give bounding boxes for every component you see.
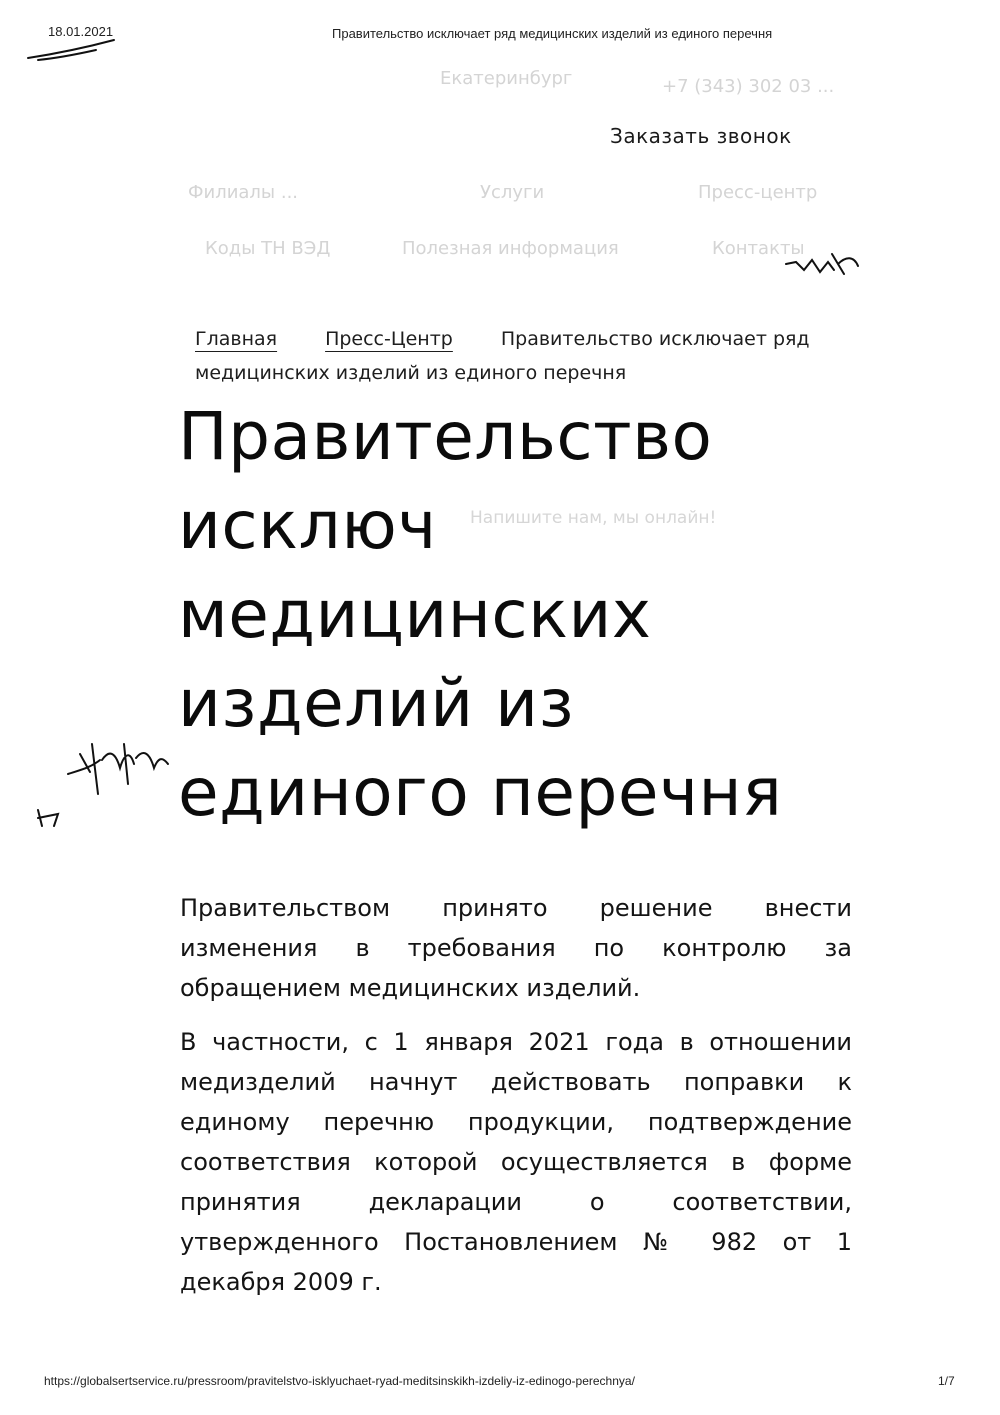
nav-item-hs-codes[interactable]: Коды ТН ВЭД — [205, 238, 331, 259]
chat-widget[interactable]: Напишите нам, мы онлайн! — [470, 508, 717, 528]
article-paragraph: В частности, с 1 января 2021 года в отношении медизделий начнут действовать поправки к единому перечню продукции, подтверждение соответствия которой осуществляется в форме принятия декларации о соответствии, утвержденного Постановлением № 982 от 1 декабря 2009 г. — [180, 1028, 852, 1296]
handwritten-mark — [24, 36, 120, 66]
print-page-title: Правительство исключает ряд медицинских изделий из единого перечня — [332, 26, 773, 41]
breadcrumb-home-link[interactable]: Главная — [195, 328, 278, 350]
breadcrumb-current: Правительство исключает ряд медицинских изделий из единого перечня — [195, 328, 810, 384]
article-paragraph: Правительством принято решение внести изменения в требования по контролю за обращением медицинских изделий. — [180, 894, 852, 1002]
article-body — [180, 888, 852, 1316]
nav-item-branches[interactable]: Филиалы ... — [188, 182, 299, 203]
page-url: https://globalsertservice.ru/pressroom/pravitelstvo-isklyuchaet-ryad-meditsinskikh-izdeliy-iz-edinogo-perechnya/ — [44, 1374, 635, 1388]
breadcrumb-press-link[interactable]: Пресс-Центр — [325, 328, 453, 350]
nav-item-useful-info[interactable]: Полезная информация — [402, 238, 619, 259]
page-title-line: исключ — [178, 487, 437, 564]
print-date: 18.01.2021 — [48, 24, 114, 39]
nav-item-services[interactable]: Услуги — [480, 182, 545, 203]
breadcrumb — [195, 322, 835, 390]
page-title-line: изделий из — [178, 665, 575, 742]
handwritten-signature — [782, 244, 862, 284]
page-title-line: медицинских — [178, 576, 652, 653]
phone-number[interactable]: +7 (343) 302 03 ... — [662, 76, 835, 97]
nav-item-contacts[interactable]: Контакты — [712, 238, 805, 259]
page-title-line: единого перечня — [178, 754, 783, 831]
nav-item-press-center[interactable]: Пресс-центр — [698, 182, 818, 203]
callback-button[interactable]: Заказать звонок — [610, 124, 792, 148]
page-title-line: Правительство — [178, 398, 713, 475]
city-selector[interactable]: Екатеринбург — [440, 68, 573, 89]
page-title — [178, 392, 818, 837]
page-number: 1/7 — [938, 1374, 955, 1388]
handwritten-signature — [28, 714, 178, 834]
